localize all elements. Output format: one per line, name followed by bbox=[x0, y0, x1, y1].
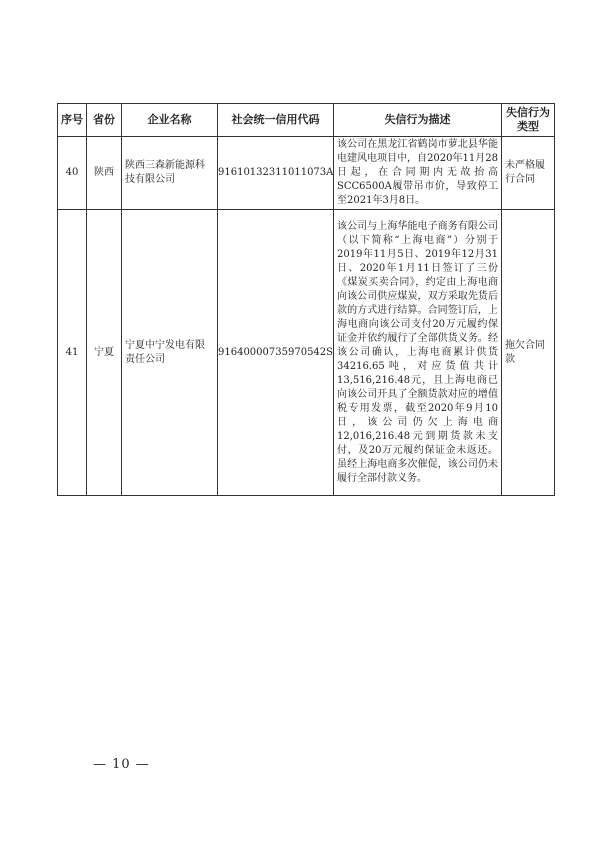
table-row bbox=[58, 210, 555, 496]
cell-province: 陕西 bbox=[87, 137, 122, 210]
header-province: 省份 bbox=[87, 104, 122, 137]
header-type: 失信行为类型 bbox=[502, 104, 555, 137]
cell-type: 拖欠合同款 bbox=[502, 210, 555, 496]
page-number: — 10 — bbox=[93, 757, 150, 772]
header-credit-code: 社会统一信用代码 bbox=[218, 104, 334, 137]
cell-seq: 40 bbox=[58, 137, 87, 210]
cell-credit-code: 91640000735970542S bbox=[218, 210, 334, 496]
cell-type: 未严格履行合同 bbox=[502, 137, 555, 210]
header-description: 失信行为描述 bbox=[334, 104, 502, 137]
dishonesty-table bbox=[57, 103, 555, 496]
cell-company: 陕西三森新能源科技有限公司 bbox=[122, 137, 218, 210]
cell-credit-code: 91610132311011073A bbox=[218, 137, 334, 210]
table-row bbox=[58, 137, 555, 210]
cell-description: 该公司在黑龙江省鹤岗市萝北县华能电建风电项目中，自2020年11月28日起，在合同期内无故抬高SCC6500A履带吊市价，导致停工至2021年3月8日。 bbox=[334, 137, 502, 210]
header-seq: 序号 bbox=[58, 104, 87, 137]
cell-seq: 41 bbox=[58, 210, 87, 496]
cell-description: 该公司与上海华能电子商务有限公司（以下简称“上海电商”）分别于2019年11月5日、2019年12月31日、2020年1月11日签订了三份《煤炭买卖合同》，约定由上海电商向该公司供应煤炭，双方采取先货后款的方式进行结算。合同签订后，上海电商向该公司支付20万元履约保证金并依约履行了全部供货义务。经该公司确认，上海电商累计供货34216.65吨，对应货值共计13,516,216.48元，且上海电商已向该公司开具了全额货款对应的增值税专用发票，截至2020年9月10日，该公司仍欠上海电商12,016,216.48元到期货款未支付，及20万元履约保证金未返还。虽经上海电商多次催促，该公司仍未履行全部付款义务。 bbox=[334, 210, 502, 496]
header-company: 企业名称 bbox=[122, 104, 218, 137]
cell-company: 宁夏中宁发电有限责任公司 bbox=[122, 210, 218, 496]
table-header-row bbox=[58, 104, 555, 137]
cell-province: 宁夏 bbox=[87, 210, 122, 496]
